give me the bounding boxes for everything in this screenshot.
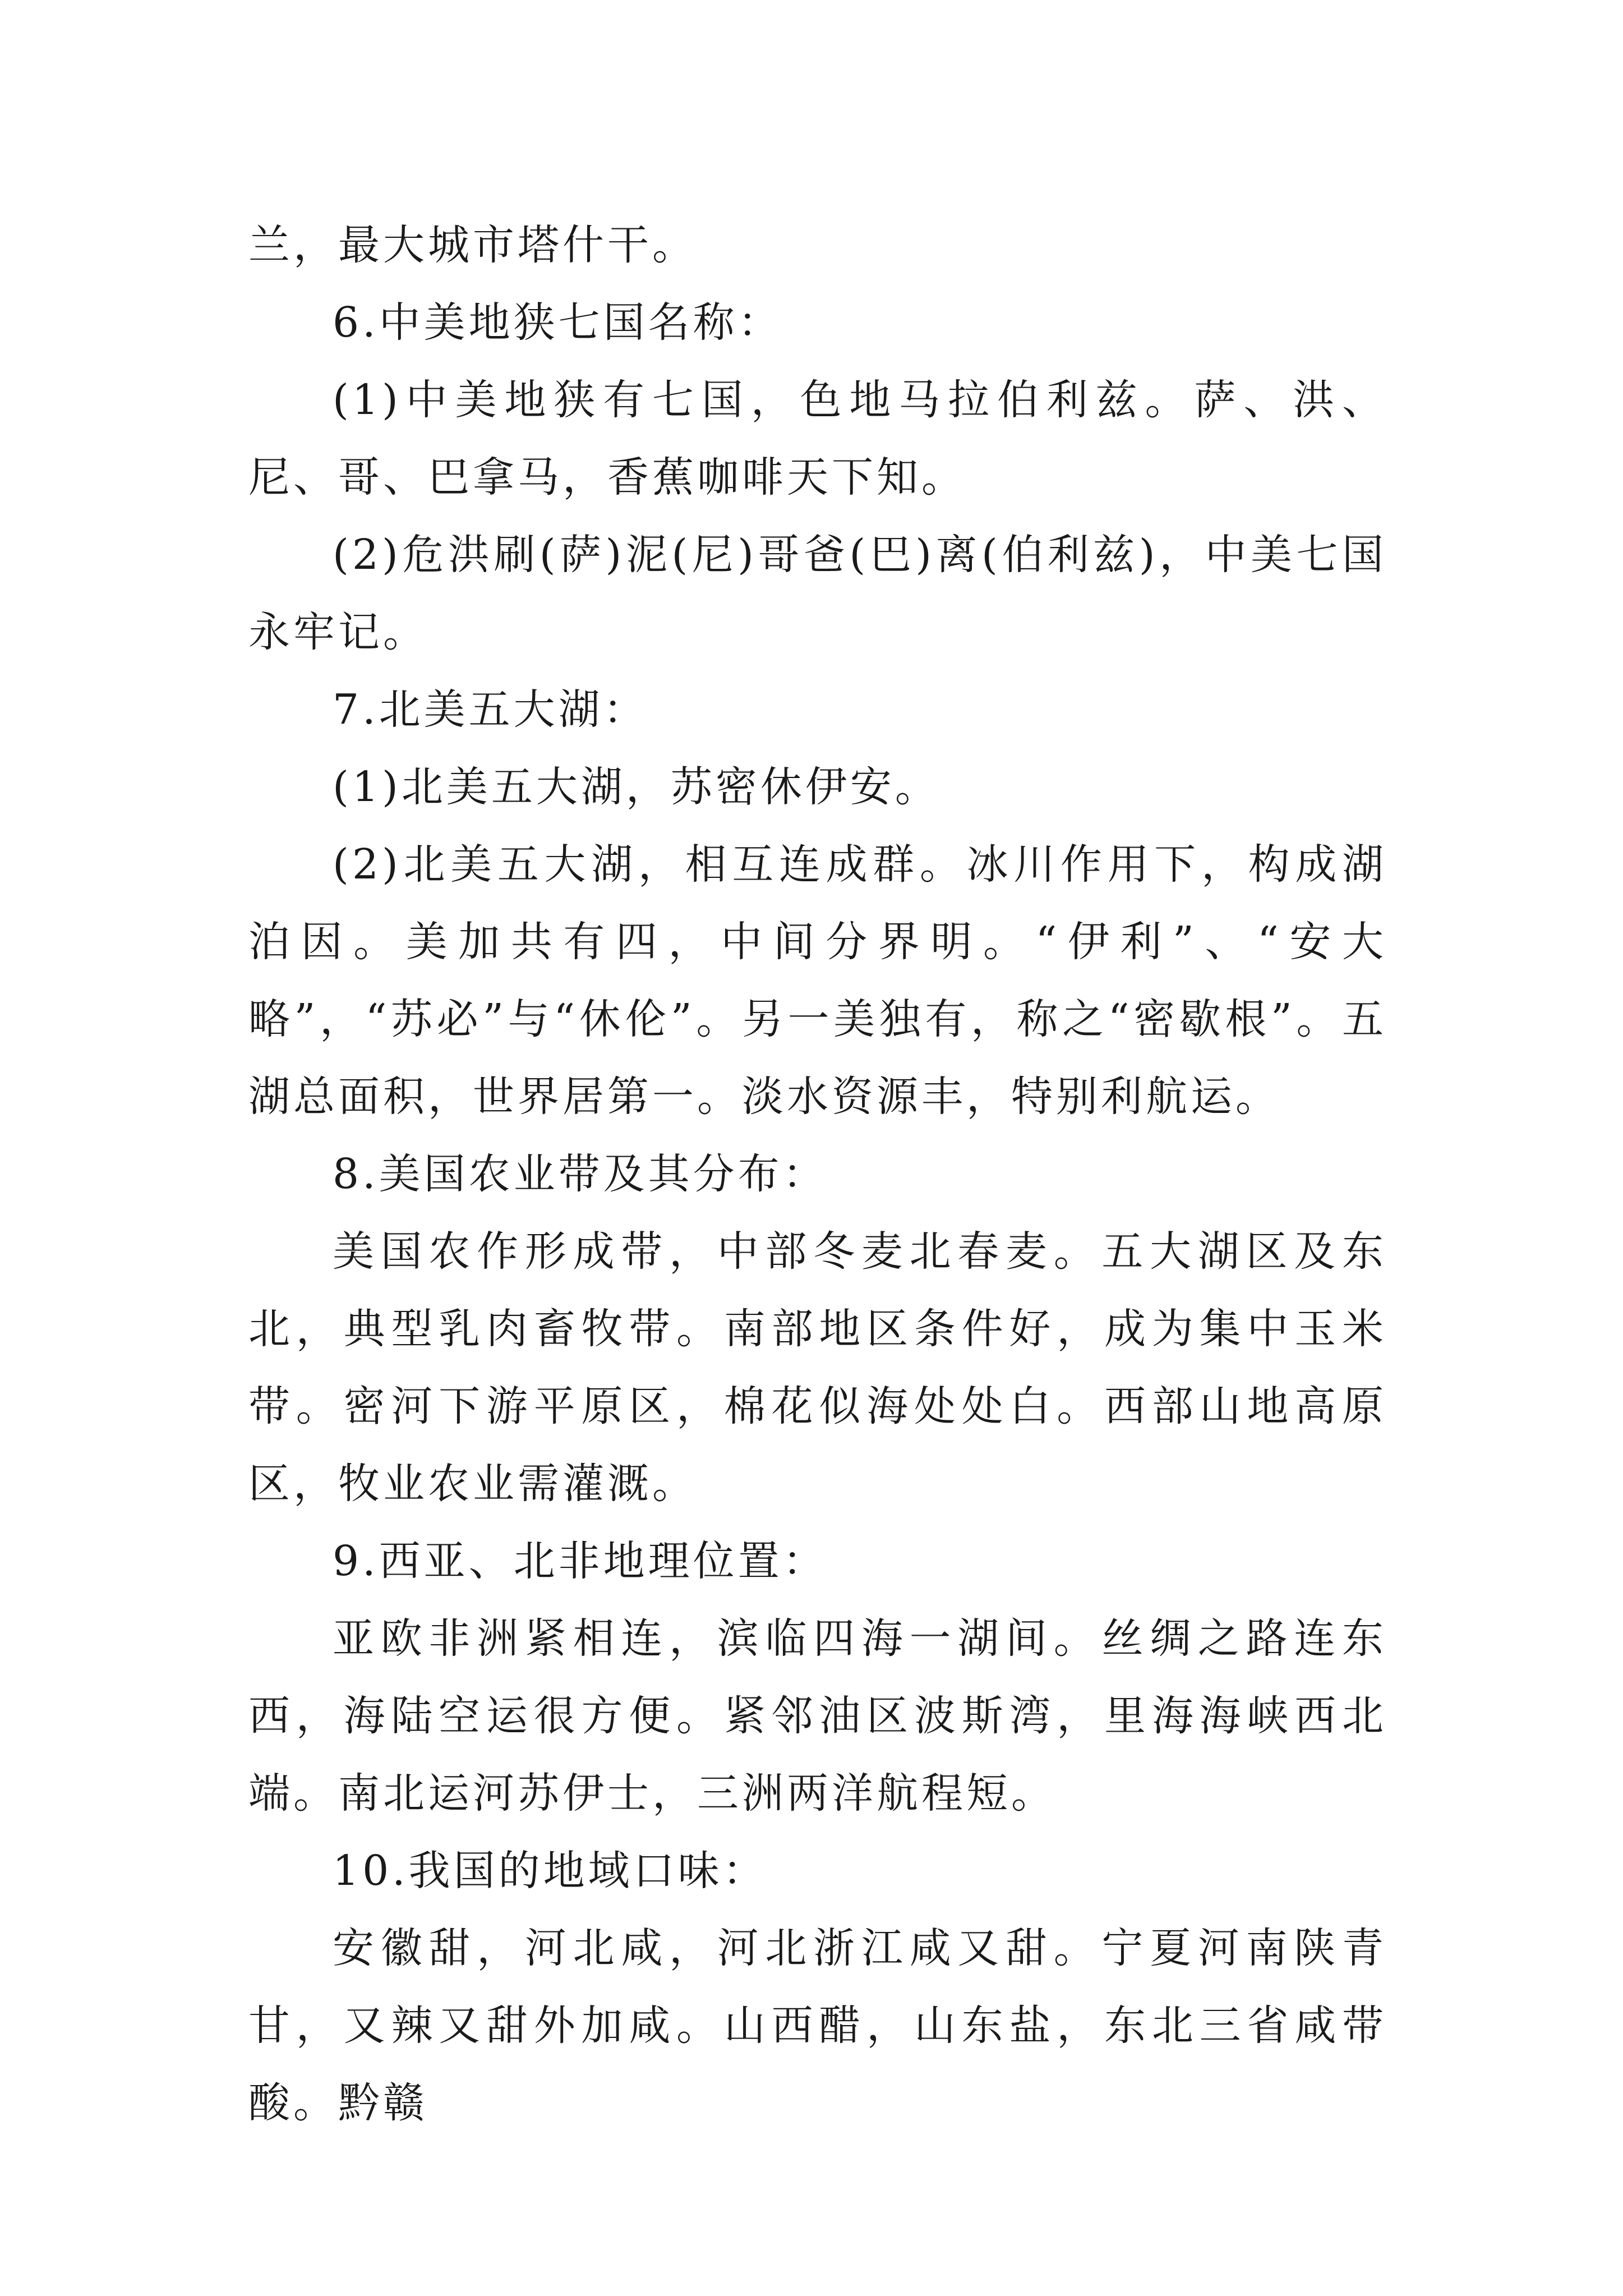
document-body xyxy=(248,206,1387,2142)
heading-10-regional-tastes: 10.我国的地域口味： xyxy=(333,1847,768,1895)
paragraph-6-2: (2)危洪刷(萨)泥(尼)哥爸(巴)离(伯利兹)，中美七国永牢记。 xyxy=(248,531,1387,656)
heading-7-great-lakes: 7.北美五大湖： xyxy=(333,685,648,734)
paragraph-7-1: (1)北美五大湖，苏密休伊安。 xyxy=(333,763,940,811)
paragraph-8: 美国农作形成带，中部冬麦北春麦。五大湖区及东北，典型乳肉畜牧带。南部地区条件好，成为集中玉米带。密河下游平原区，棉花似海处处白。西部山地高原区，牧业农业需灌溉。 xyxy=(248,1227,1387,1508)
paragraph-7-2: (2)北美五大湖，相互连成群。冰川作用下，构成湖泊因。美加共有四，中间分界明。“伊利”、“安大略”，“苏必”与“休伦”。另一美独有，称之“密歇根”。五湖总面积，世界居第一。淡水资源丰，特别利航运。 xyxy=(248,840,1387,1121)
paragraph-10: 安徽甜，河北咸，河北浙江咸又甜。宁夏河南陕青甘，又辣又甜外加咸。山西醋，山东盐，东北三省咸带酸。黔赣 xyxy=(248,1924,1387,2127)
heading-9-west-asia-north-africa: 9.西亚、北非地理位置： xyxy=(333,1537,828,1585)
paragraph-1: 兰，最大城市塔什干。 xyxy=(248,221,697,269)
paragraph-6-1: (1)中美地狭有七国，色地马拉伯利兹。萨、洪、尼、哥、巴拿马，香蕉咖啡天下知。 xyxy=(248,376,1387,501)
heading-6-central-america-seven-countries: 6.中美地狭七国名称： xyxy=(333,298,783,347)
heading-8-us-agricultural-belts: 8.美国农业带及其分布： xyxy=(333,1150,828,1198)
paragraph-9: 亚欧非洲紧相连，滨临四海一湖间。丝绸之路连东西，海陆空运很方便。紧邻油区波斯湾，里海海峡西北端。南北运河苏伊士，三洲两洋航程短。 xyxy=(248,1614,1387,1818)
